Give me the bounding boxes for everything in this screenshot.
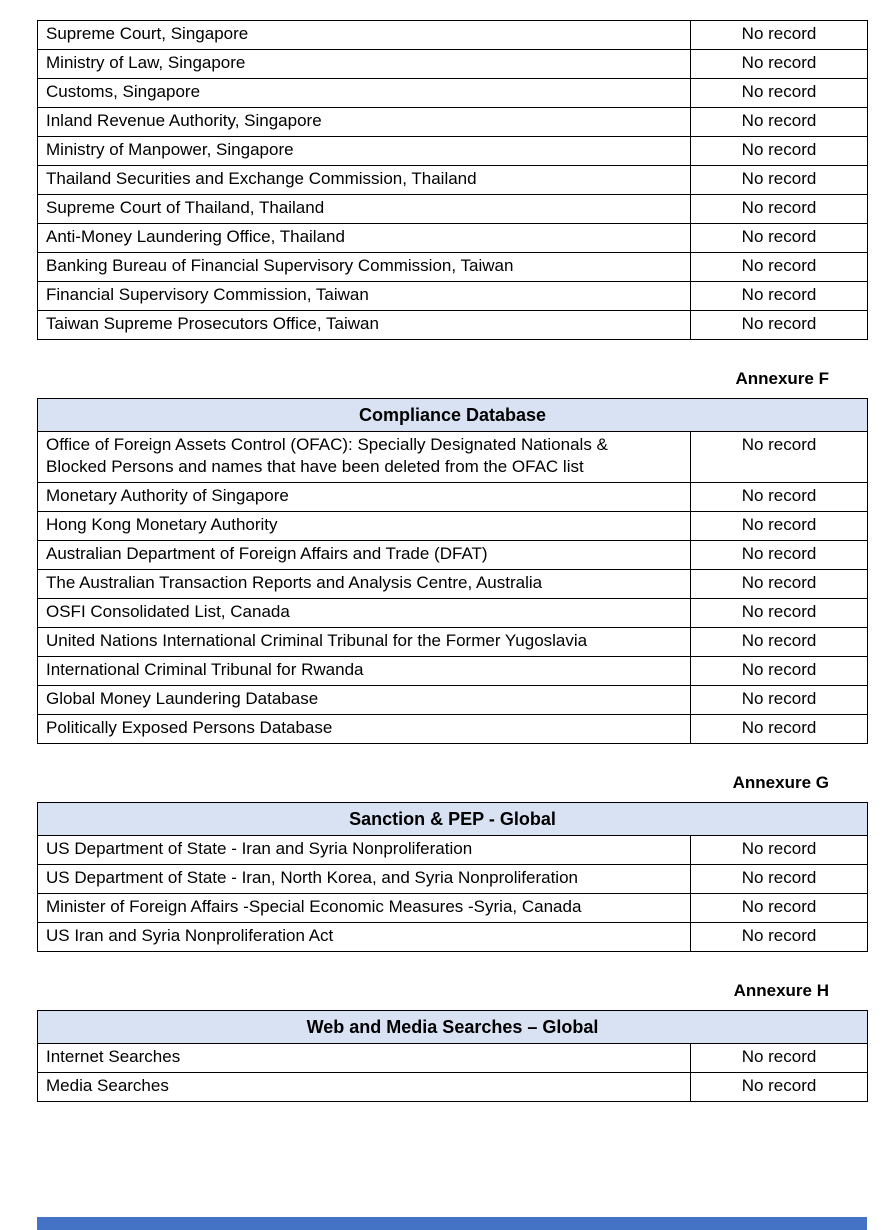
table-web-media-searches-global [37,1010,868,1102]
source-cell: Taiwan Supreme Prosecutors Office, Taiwan [38,311,691,340]
table-row [38,195,868,224]
source-cell: Office of Foreign Assets Control (OFAC): Specially Designated Nationals & Blocked Persons and names that have been deleted from the OFAC list [38,432,691,483]
source-cell: Anti-Money Laundering Office, Thailand [38,224,691,253]
result-cell: No record [691,137,868,166]
annexure-label-f: Annexure F [735,369,829,388]
result-cell: No record [691,715,868,744]
result-cell: No record [691,195,868,224]
table-row [38,686,868,715]
result-cell: No record [691,483,868,512]
table-row [38,715,868,744]
source-cell: US Iran and Syria Nonproliferation Act [38,923,691,952]
table-row [38,541,868,570]
source-cell: Politically Exposed Persons Database [38,715,691,744]
table-row [38,432,868,483]
source-cell: Supreme Court of Thailand, Thailand [38,195,691,224]
result-cell: No record [691,1073,868,1102]
source-cell: US Department of State - Iran, North Korea, and Syria Nonproliferation [38,865,691,894]
table-row [38,282,868,311]
table-row [38,166,868,195]
result-cell: No record [691,311,868,340]
table-row [38,512,868,541]
result-cell: No record [691,628,868,657]
result-cell: No record [691,512,868,541]
table-header-row [38,803,868,836]
table-row [38,865,868,894]
source-cell: International Criminal Tribunal for Rwanda [38,657,691,686]
result-cell: No record [691,224,868,253]
table-regulatory-sources-continued [37,20,868,340]
table-row [38,570,868,599]
table-title: Compliance Database [38,399,868,432]
source-cell: Ministry of Manpower, Singapore [38,137,691,166]
result-cell: No record [691,570,868,599]
result-cell: No record [691,599,868,628]
table-row [38,483,868,512]
table-row [38,628,868,657]
table-title: Sanction & PEP - Global [38,803,868,836]
table-compliance-database [37,398,868,744]
source-cell: Banking Bureau of Financial Supervisory Commission, Taiwan [38,253,691,282]
result-cell: No record [691,865,868,894]
annexure-label-g: Annexure G [732,773,829,792]
table-row [38,253,868,282]
source-cell: Supreme Court, Singapore [38,21,691,50]
result-cell: No record [691,657,868,686]
source-cell: Global Money Laundering Database [38,686,691,715]
table-row [38,836,868,865]
table-row [38,137,868,166]
table-row [38,224,868,253]
table-row [38,1044,868,1073]
table-row [38,599,868,628]
source-cell: Thailand Securities and Exchange Commission, Thailand [38,166,691,195]
result-cell: No record [691,50,868,79]
source-cell: Media Searches [38,1073,691,1102]
result-cell: No record [691,894,868,923]
source-cell: Minister of Foreign Affairs -Special Economic Measures -Syria, Canada [38,894,691,923]
source-cell: United Nations International Criminal Tribunal for the Former Yugoslavia [38,628,691,657]
result-cell: No record [691,1044,868,1073]
result-cell: No record [691,253,868,282]
source-cell: Ministry of Law, Singapore [38,50,691,79]
table-sanction-pep-global [37,802,868,952]
table-row [38,79,868,108]
table-row [38,108,868,137]
table-row [38,657,868,686]
result-cell: No record [691,686,868,715]
table-row [38,50,868,79]
source-cell: Inland Revenue Authority, Singapore [38,108,691,137]
source-cell: US Department of State - Iran and Syria Nonproliferation [38,836,691,865]
result-cell: No record [691,432,868,483]
result-cell: No record [691,79,868,108]
source-cell: OSFI Consolidated List, Canada [38,599,691,628]
source-cell: Hong Kong Monetary Authority [38,512,691,541]
result-cell: No record [691,923,868,952]
source-cell: Customs, Singapore [38,79,691,108]
source-cell: The Australian Transaction Reports and Analysis Centre, Australia [38,570,691,599]
result-cell: No record [691,282,868,311]
result-cell: No record [691,836,868,865]
footer-band [37,1217,867,1230]
table-header-row [38,1011,868,1044]
table-row [38,21,868,50]
table-header-row [38,399,868,432]
table-title: Web and Media Searches – Global [38,1011,868,1044]
table-row [38,894,868,923]
result-cell: No record [691,541,868,570]
source-cell: Internet Searches [38,1044,691,1073]
source-cell: Australian Department of Foreign Affairs and Trade (DFAT) [38,541,691,570]
annexure-label-h: Annexure H [733,981,829,1000]
table-row [38,1073,868,1102]
result-cell: No record [691,21,868,50]
source-cell: Monetary Authority of Singapore [38,483,691,512]
result-cell: No record [691,166,868,195]
table-row [38,923,868,952]
table-row [38,311,868,340]
source-cell: Financial Supervisory Commission, Taiwan [38,282,691,311]
result-cell: No record [691,108,868,137]
